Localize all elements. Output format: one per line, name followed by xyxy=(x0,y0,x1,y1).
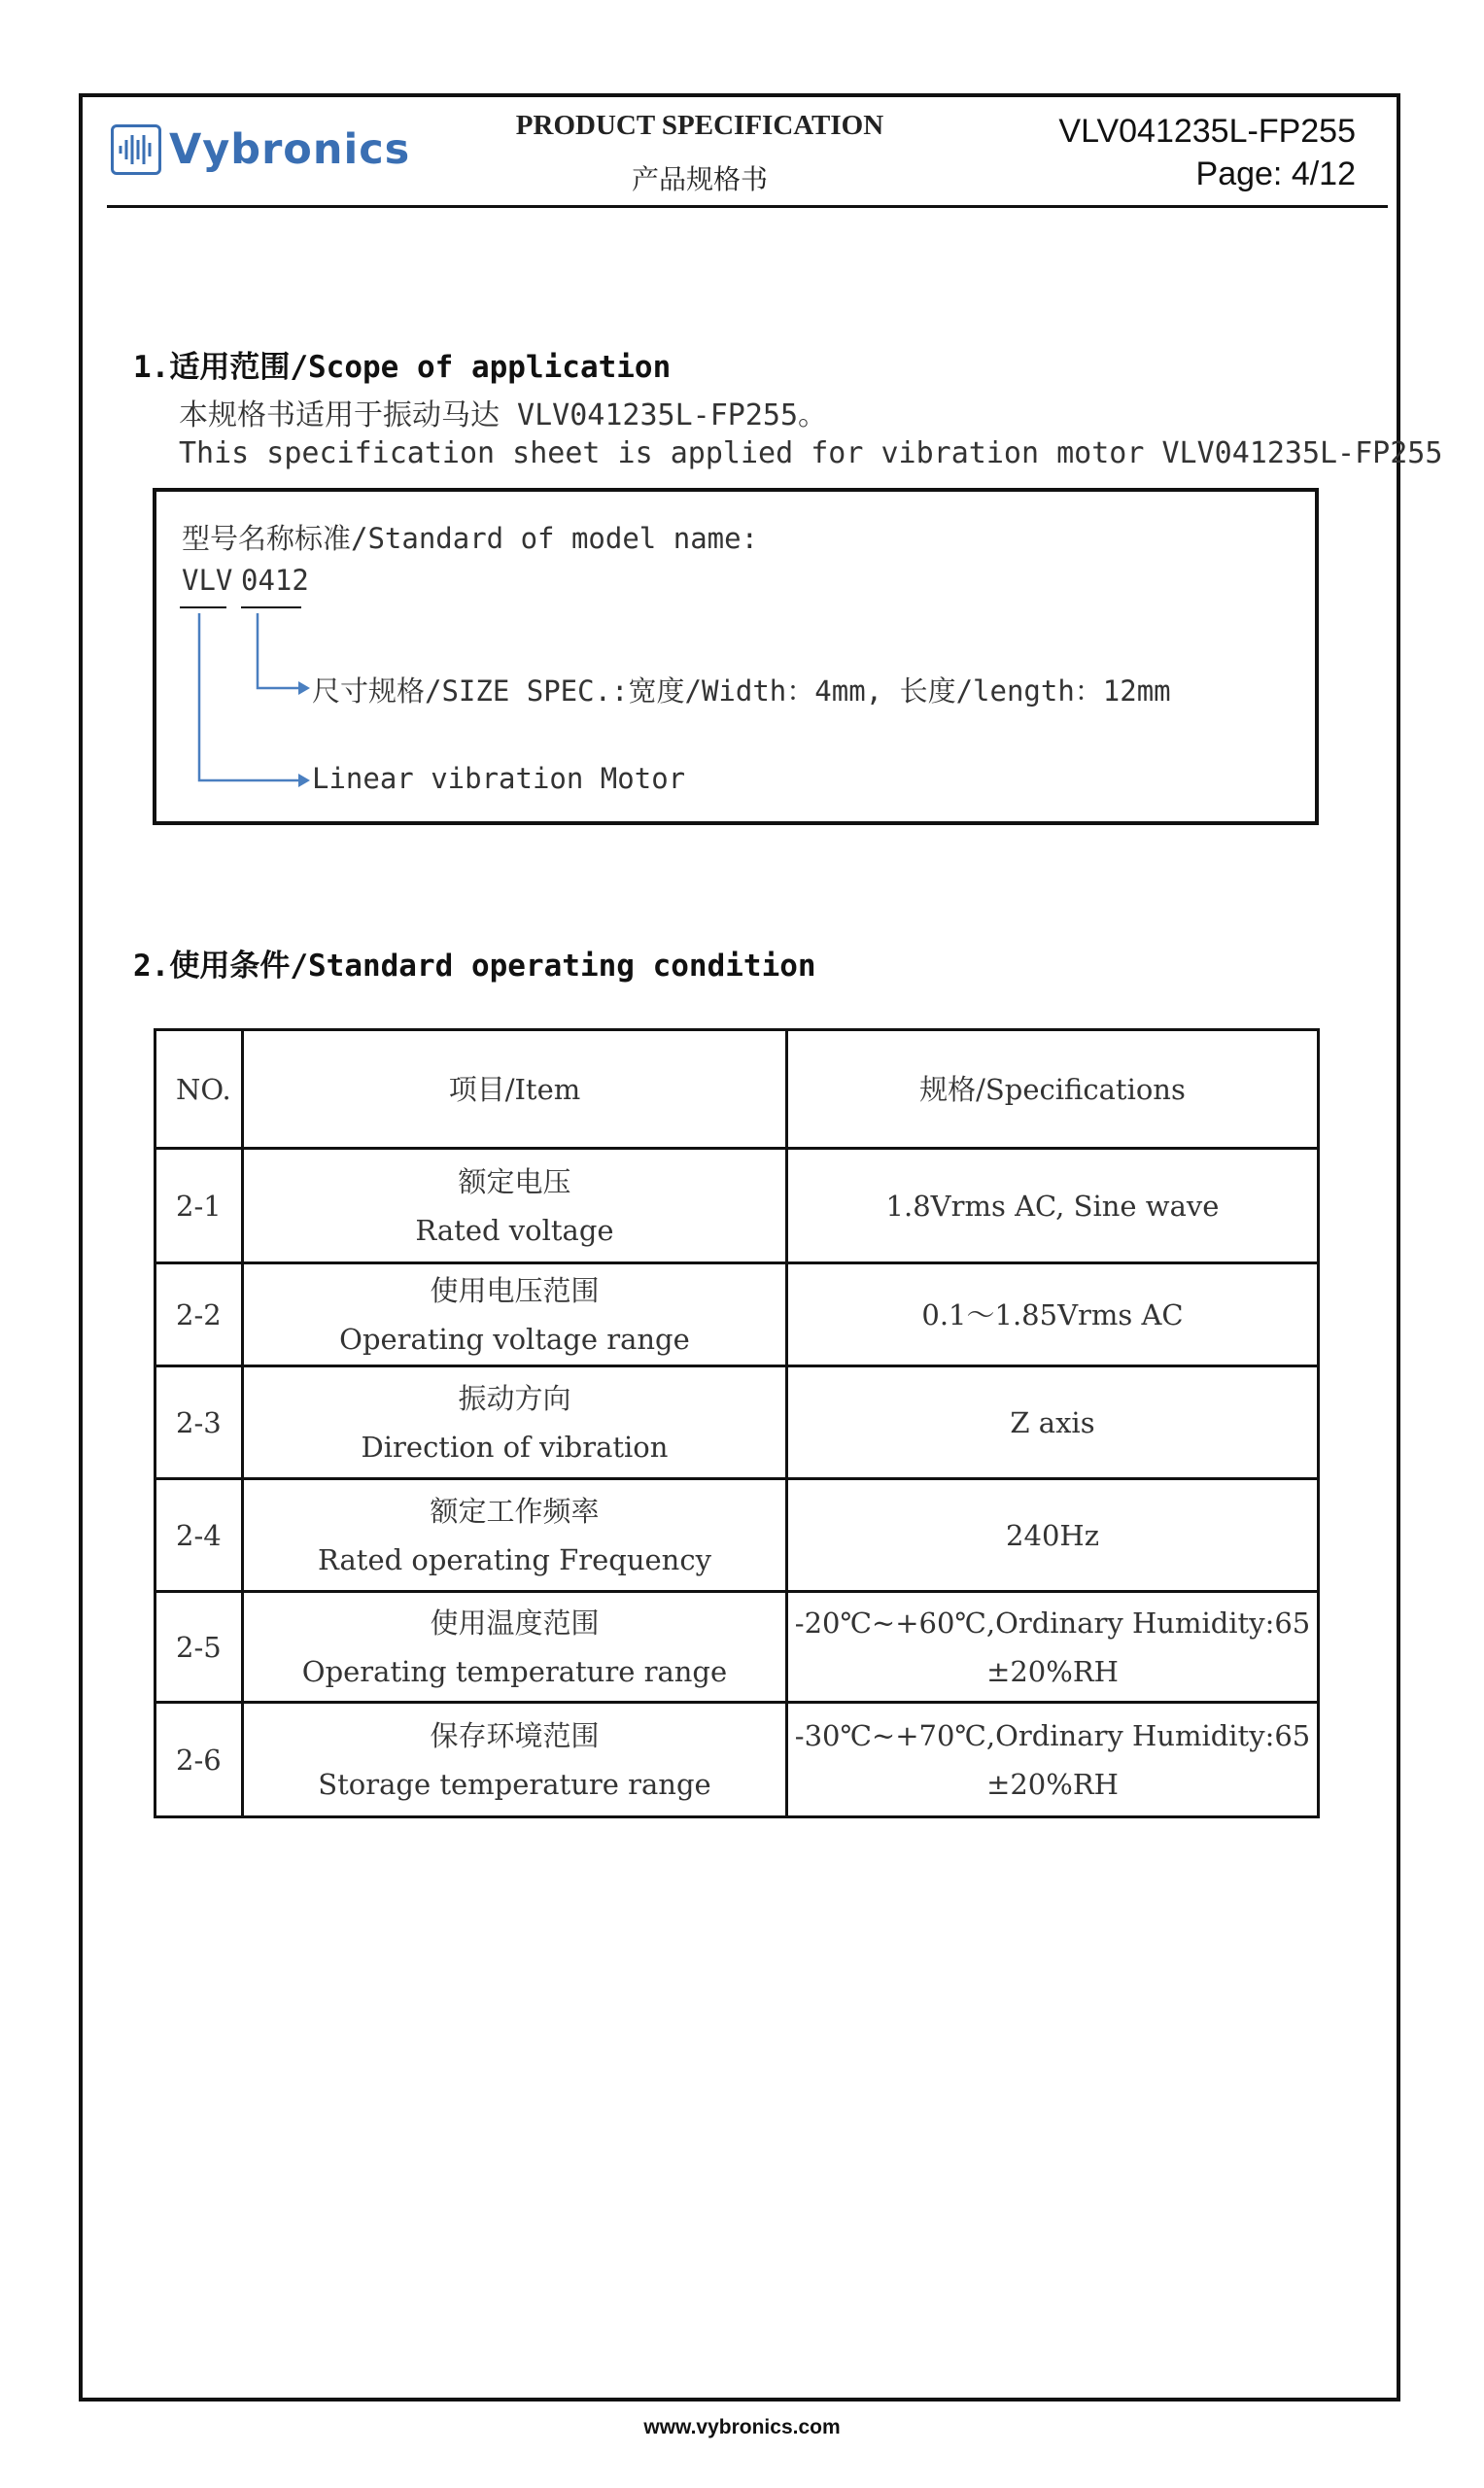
row-item xyxy=(242,1263,786,1366)
spec-line-1: 0.1～1.85Vrms AC xyxy=(921,1297,1184,1331)
table-row xyxy=(155,1479,1319,1592)
model-name-heading: 型号名称标准/Standard of model name: xyxy=(182,522,759,555)
table-row xyxy=(155,1592,1319,1703)
item-en: Direction of vibration xyxy=(361,1430,669,1464)
logo-text: Vybronics xyxy=(169,125,411,174)
item-cn: 使用温度范围 xyxy=(430,1606,600,1640)
operating-condition-table xyxy=(154,1028,1320,1818)
header-spec: 规格/Specifications xyxy=(787,1030,1319,1149)
spec-line-1: 240Hz xyxy=(1006,1518,1099,1552)
section1-line-cn: 本规格书适用于振动马达 VLV041235L-FP255。 xyxy=(179,398,828,432)
row-spec xyxy=(787,1366,1319,1479)
section1-title: 1.适用范围/Scope of application xyxy=(133,350,672,385)
table-row xyxy=(155,1263,1319,1366)
waveform-icon xyxy=(111,124,161,175)
item-cn: 使用电压范围 xyxy=(430,1273,600,1307)
section2-title: 2.使用条件/Standard operating condition xyxy=(133,949,816,984)
section1-line-en: This specification sheet is applied for vibration motor VLV041235L-FP255 xyxy=(179,436,1443,470)
table-row xyxy=(155,1703,1319,1817)
row-spec xyxy=(787,1263,1319,1366)
spec-line-1: -30℃~+70℃,Ordinary Humidity:65 xyxy=(794,1718,1311,1752)
footer-url: www.vybronics.com xyxy=(643,2416,841,2438)
header-no: NO. xyxy=(155,1030,243,1149)
row-no: 2-3 xyxy=(155,1366,243,1479)
row-no: 2-2 xyxy=(155,1263,243,1366)
item-en: Operating temperature range xyxy=(301,1654,728,1688)
row-item xyxy=(242,1703,786,1817)
item-en: Storage temperature range xyxy=(318,1767,711,1801)
table-row xyxy=(155,1366,1319,1479)
spec-line-1: Z axis xyxy=(1010,1405,1095,1439)
row-item xyxy=(242,1149,786,1263)
row-spec xyxy=(787,1149,1319,1263)
spec-line-1: 1.8Vrms AC, Sine wave xyxy=(885,1189,1220,1223)
row-no: 2-6 xyxy=(155,1703,243,1817)
row-no: 2-1 xyxy=(155,1149,243,1263)
model-code-part-vlv: VLV xyxy=(182,564,233,597)
item-en: Rated voltage xyxy=(415,1213,614,1247)
item-cn: 振动方向 xyxy=(458,1381,571,1415)
page-number: Page: 4/12 xyxy=(1195,156,1356,192)
spec-line-2: ±20%RH xyxy=(986,1654,1119,1688)
doc-subtitle: 产品规格书 xyxy=(631,163,768,195)
size-spec-text: 尺寸规格/SIZE SPEC.:宽度/Width：4mm, 长度/length：12mm xyxy=(312,674,1171,708)
row-item xyxy=(242,1479,786,1592)
table-row xyxy=(155,1149,1319,1263)
item-cn: 保存环境范围 xyxy=(430,1718,600,1752)
motor-type-text: Linear vibration Motor xyxy=(312,762,686,795)
item-cn: 额定电压 xyxy=(458,1164,571,1198)
doc-title: PRODUCT SPECIFICATION xyxy=(515,110,884,141)
table-header-row xyxy=(155,1030,1319,1149)
row-no: 2-4 xyxy=(155,1479,243,1592)
row-spec xyxy=(787,1592,1319,1703)
item-en: Operating voltage range xyxy=(339,1322,690,1356)
spec-line-1: -20℃~+60℃,Ordinary Humidity:65 xyxy=(794,1606,1311,1640)
header-item: 项目/Item xyxy=(242,1030,786,1149)
header-divider xyxy=(107,205,1388,208)
model-code: VLV041235L-FP255 xyxy=(1058,113,1356,150)
row-spec xyxy=(787,1479,1319,1592)
item-cn: 额定工作频率 xyxy=(430,1494,600,1528)
item-en: Rated operating Frequency xyxy=(318,1542,711,1576)
company-logo xyxy=(111,124,410,175)
model-code-part-size: 0412 xyxy=(241,564,309,597)
row-item xyxy=(242,1366,786,1479)
row-spec xyxy=(787,1703,1319,1817)
row-no: 2-5 xyxy=(155,1592,243,1703)
model-name-box xyxy=(153,488,1319,825)
row-item xyxy=(242,1592,786,1703)
spec-line-2: ±20%RH xyxy=(986,1767,1119,1801)
